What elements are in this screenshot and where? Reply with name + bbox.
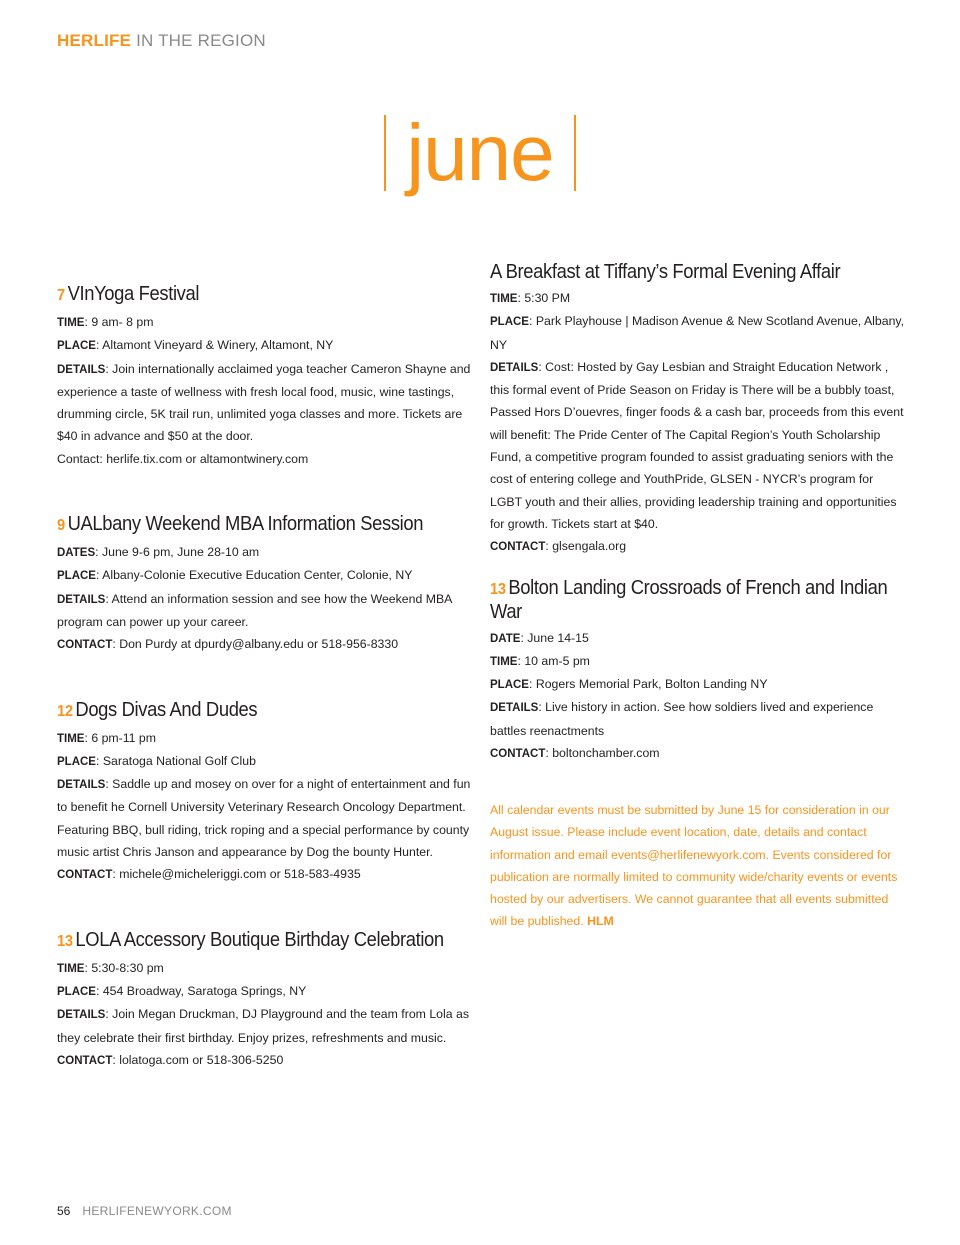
event-title	[57, 699, 440, 723]
event-detail: TIME: 9 am- 8 pm	[57, 315, 154, 329]
event-detail: TIME: 5:30-8:30 pm	[57, 960, 164, 975]
event-detail: DATES: June 9-6 pm, June 28-10 am	[57, 545, 260, 560]
event-day: 9	[57, 517, 65, 535]
month-heading	[0, 108, 960, 198]
event-detail: DETAILS: Live history in action. See how soldiers lived and experience battles reenactments	[490, 700, 874, 738]
right-rule	[574, 115, 576, 191]
section-header	[57, 31, 266, 51]
event-detail: TIME: 6 pm-11 pm	[57, 730, 157, 745]
section-name: IN THE REGION	[136, 31, 266, 50]
event-item	[490, 261, 906, 559]
event-detail: CONTACT: Don Purdy at dpurdy@albany.edu or 518-956-8330	[57, 637, 399, 652]
month-title: june	[406, 108, 554, 197]
event-detail: DETAILS: Attend an information session and see how the Weekend MBA program can power up your career.	[57, 591, 452, 629]
event-detail: DETAILS: Cost: Hosted by Gay Lesbian and Straight Education Network , this formal event of Pride Season on Friday is There will be a bubbly toast, Passed Hors D’ouevres, finger foods & a cash bar, proceeds from this event will benefit: The Pride Center of The Capital Region’s Youth Scholarship Fund, a competitive program founded to assist graduating seniors with the cost of entering college and YouthPride, GLSEN - NYCR’s program for LGBT youth and their allies, providing leadership training and opportunities for growth. Tickets start at $40.	[490, 359, 904, 531]
event-detail: PLACE: Altamont Vineyard & Winery, Altamont, NY	[57, 338, 334, 353]
note-signature: HLM	[587, 914, 614, 929]
submission-note	[490, 799, 908, 933]
event-title	[57, 928, 444, 953]
event-detail: CONTACT: michele@micheleriggi.com or 518-583-4935	[57, 867, 361, 882]
event-detail: DETAILS: Saddle up and mosey on over for a night of entertainment and fun to benefit he Cornell University Veterinary Research Oncology Department. Featuring BBQ, bull riding, trick roping and a special performance by county music artist Chris Janson and appearance by Dog the bounty Hunter.	[57, 777, 471, 860]
event-detail: Contact: herlife.tix.com or altamontwinery.com	[57, 451, 309, 466]
left-column	[57, 283, 473, 1072]
event-title	[57, 513, 440, 537]
event-detail: DETAILS: Join Megan Druckman, DJ Playground and the team from Lola as they celebrate their first birthday. Enjoy prizes, refreshments and music.	[57, 1007, 469, 1045]
event-name: Bolton Landing Crossroads of French and Indian War	[490, 576, 888, 623]
event-name: Dogs Divas And Dudes	[75, 698, 258, 721]
left-rule	[384, 115, 386, 191]
event-item	[490, 577, 906, 766]
event-name: A Breakfast at Tiffany’s Formal Evening Affair	[490, 261, 841, 283]
event-detail: PLACE: Albany-Colonie Executive Education Center, Colonie, NY	[57, 568, 413, 583]
event-detail: CONTACT: lolatoga.com or 518-306-5250	[57, 1052, 284, 1067]
event-title	[490, 261, 873, 283]
page-number: 56	[57, 1204, 71, 1218]
event-detail: PLACE: 454 Broadway, Saratoga Springs, NY	[57, 983, 307, 998]
event-detail: PLACE: Park Playhouse | Madison Avenue & New Scotland Avenue, Albany, NY	[490, 314, 905, 352]
page-footer	[57, 1204, 232, 1218]
event-day: 13	[490, 580, 506, 598]
event-item	[57, 513, 473, 656]
event-detail: PLACE: Saratoga National Golf Club	[57, 753, 256, 768]
event-title	[57, 283, 440, 307]
event-item	[57, 699, 473, 887]
right-column	[490, 261, 906, 765]
event-item	[57, 283, 473, 471]
event-day: 13	[57, 932, 73, 950]
event-name: UALbany Weekend MBA Information Session	[67, 513, 424, 536]
event-detail: TIME: 5:30 PM	[490, 291, 571, 305]
event-day: 7	[57, 287, 65, 304]
event-detail: DATE: June 14-15	[490, 630, 589, 645]
event-day: 12	[57, 702, 73, 720]
event-detail: CONTACT: glsengala.org	[490, 539, 627, 554]
event-detail: DETAILS: Join internationally acclaimed yoga teacher Cameron Shayne and experience a taste of wellness with fresh local food, music, wine tastings, drumming circle, 5K trail run, unlimited yoga classes and more. Tickets are $40 in advance and $50 at the door.	[57, 361, 471, 444]
brand-name: HERLIFE	[57, 31, 132, 50]
event-name: LOLA Accessory Boutique Birthday Celebration	[75, 928, 444, 951]
event-detail: PLACE: Rogers Memorial Park, Bolton Landing NY	[490, 677, 768, 692]
event-title	[490, 577, 904, 623]
note-text: All calendar events must be submitted by June 15 for consideration in our August issue. Please include event location, date, details and contact information and email events@herlifenewyork.com. Events considered for publication are normally limited to community wide/charity events or events hosted by our advertisers. We cannot guarantee that all events submitted will be published.	[490, 803, 898, 929]
event-detail: CONTACT: boltonchamber.com	[490, 746, 660, 761]
event-name: VInYoga Festival	[67, 283, 200, 305]
footer-site: HERLIFENEWYORK.COM	[82, 1204, 232, 1218]
event-detail: TIME: 10 am-5 pm	[490, 653, 590, 668]
event-item	[57, 929, 473, 1072]
